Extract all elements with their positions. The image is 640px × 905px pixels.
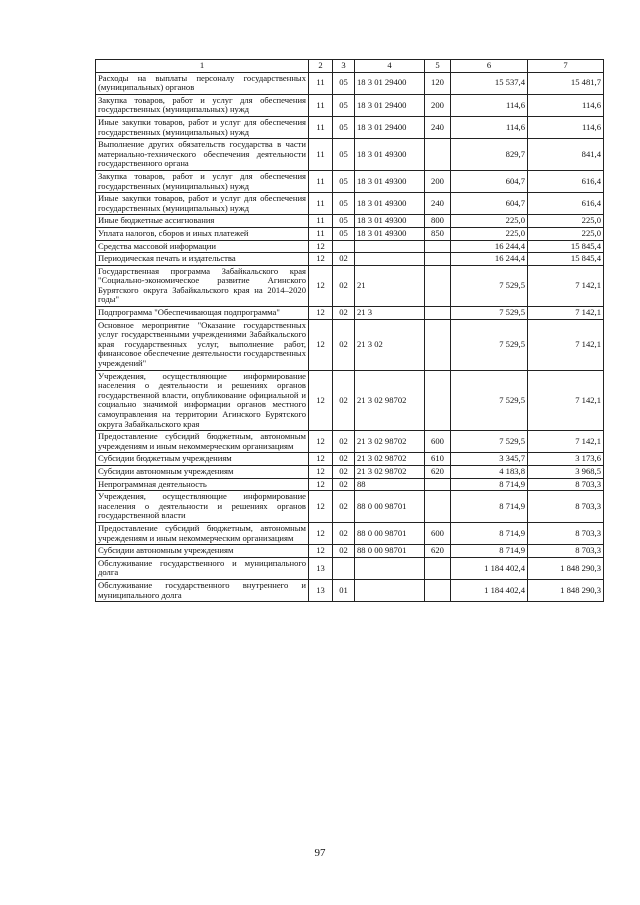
subsection-code	[333, 557, 355, 579]
subsection-code: 01	[333, 579, 355, 601]
row-description: Закупка товаров, работ и услуг для обеспечения государственных (муниципальных) нужд	[96, 94, 309, 116]
column-header: 5	[425, 60, 451, 73]
expense-type-code	[425, 139, 451, 171]
expense-type-code	[425, 253, 451, 266]
amount-col-7: 7 142,1	[528, 431, 604, 453]
amount-col-7: 225,0	[528, 215, 604, 228]
amount-col-6: 1 184 402,4	[451, 579, 528, 601]
table-row	[96, 491, 604, 523]
table-row	[96, 465, 604, 478]
table-row	[96, 478, 604, 491]
amount-col-7: 114,6	[528, 94, 604, 116]
target-article-code: 18 3 01 49300	[355, 227, 425, 240]
target-article-code	[355, 579, 425, 601]
section-code: 12	[309, 253, 333, 266]
section-code: 11	[309, 116, 333, 138]
row-description: Закупка товаров, работ и услуг для обеспечения государственных (муниципальных) нужд	[96, 170, 309, 192]
row-description: Предоставление субсидий бюджетным, автономным учреждениям и иным некоммерческим организациям	[96, 431, 309, 453]
row-description: Иные закупки товаров, работ и услуг для обеспечения государственных (муниципальных) нужд	[96, 116, 309, 138]
subsection-code: 02	[333, 491, 355, 523]
subsection-code	[333, 240, 355, 253]
table-row	[96, 193, 604, 215]
expense-type-code: 120	[425, 72, 451, 94]
amount-col-7: 7 142,1	[528, 319, 604, 370]
expense-type-code	[425, 240, 451, 253]
expense-type-code: 620	[425, 545, 451, 558]
section-code: 12	[309, 478, 333, 491]
target-article-code: 18 3 01 29400	[355, 116, 425, 138]
amount-col-6: 604,7	[451, 170, 528, 192]
amount-col-6: 7 529,5	[451, 265, 528, 306]
table-row	[96, 431, 604, 453]
expense-type-code: 620	[425, 465, 451, 478]
table-row	[96, 253, 604, 266]
amount-col-7: 8 703,3	[528, 522, 604, 544]
table-row	[96, 170, 604, 192]
subsection-code: 02	[333, 319, 355, 370]
amount-col-6: 114,6	[451, 116, 528, 138]
amount-col-7: 8 703,3	[528, 478, 604, 491]
expense-type-code: 240	[425, 193, 451, 215]
column-header: 4	[355, 60, 425, 73]
table-row	[96, 240, 604, 253]
target-article-code: 21 3	[355, 307, 425, 320]
section-code: 11	[309, 193, 333, 215]
section-code: 13	[309, 557, 333, 579]
amount-col-6: 3 345,7	[451, 453, 528, 466]
expense-type-code	[425, 478, 451, 491]
target-article-code: 88 0 00 98701	[355, 545, 425, 558]
subsection-code: 02	[333, 478, 355, 491]
subsection-code: 02	[333, 522, 355, 544]
table-row	[96, 72, 604, 94]
amount-col-7: 225,0	[528, 227, 604, 240]
amount-col-7: 7 142,1	[528, 265, 604, 306]
target-article-code: 88 0 00 98701	[355, 522, 425, 544]
section-code: 12	[309, 319, 333, 370]
column-header: 7	[528, 60, 604, 73]
column-header: 1	[96, 60, 309, 73]
subsection-code: 05	[333, 227, 355, 240]
amount-col-7: 1 848 290,3	[528, 557, 604, 579]
amount-col-7: 616,4	[528, 170, 604, 192]
table-body	[96, 72, 604, 602]
page-number: 97	[314, 847, 326, 859]
target-article-code: 18 3 01 49300	[355, 170, 425, 192]
target-article-code	[355, 557, 425, 579]
row-description: Средства массовой информации	[96, 240, 309, 253]
section-code: 12	[309, 265, 333, 306]
budget-table	[95, 59, 604, 602]
amount-col-7: 1 848 290,3	[528, 579, 604, 601]
subsection-code: 02	[333, 253, 355, 266]
subsection-code: 02	[333, 265, 355, 306]
amount-col-7: 7 142,1	[528, 307, 604, 320]
amount-col-6: 8 714,9	[451, 491, 528, 523]
amount-col-6: 225,0	[451, 215, 528, 228]
amount-col-6: 16 244,4	[451, 253, 528, 266]
amount-col-6: 7 529,5	[451, 307, 528, 320]
header-row	[96, 60, 604, 73]
expense-type-code	[425, 491, 451, 523]
section-code: 12	[309, 465, 333, 478]
table-row	[96, 557, 604, 579]
amount-col-7: 15 481,7	[528, 72, 604, 94]
table-row	[96, 215, 604, 228]
section-code: 12	[309, 240, 333, 253]
expense-type-code: 800	[425, 215, 451, 228]
amount-col-6: 8 714,9	[451, 545, 528, 558]
subsection-code: 05	[333, 215, 355, 228]
amount-col-7: 8 703,3	[528, 491, 604, 523]
target-article-code: 21 3 02 98702	[355, 453, 425, 466]
amount-col-6: 7 529,5	[451, 370, 528, 431]
amount-col-6: 7 529,5	[451, 319, 528, 370]
row-description: Иные закупки товаров, работ и услуг для обеспечения государственных (муниципальных) нужд	[96, 193, 309, 215]
amount-col-7: 8 703,3	[528, 545, 604, 558]
subsection-code: 05	[333, 72, 355, 94]
target-article-code: 21 3 02 98702	[355, 465, 425, 478]
target-article-code	[355, 253, 425, 266]
expense-type-code	[425, 307, 451, 320]
table-row	[96, 94, 604, 116]
section-code: 13	[309, 579, 333, 601]
subsection-code: 05	[333, 139, 355, 171]
amount-col-6: 15 537,4	[451, 72, 528, 94]
amount-col-6: 829,7	[451, 139, 528, 171]
amount-col-6: 8 714,9	[451, 478, 528, 491]
row-description: Обслуживание государственного внутреннего и муниципального долга	[96, 579, 309, 601]
column-header: 6	[451, 60, 528, 73]
section-code: 11	[309, 227, 333, 240]
row-description: Иные бюджетные ассигнования	[96, 215, 309, 228]
target-article-code: 21 3 02 98702	[355, 370, 425, 431]
column-header: 2	[309, 60, 333, 73]
section-code: 11	[309, 215, 333, 228]
target-article-code: 21 3 02 98702	[355, 431, 425, 453]
amount-col-7: 3 173,6	[528, 453, 604, 466]
section-code: 12	[309, 522, 333, 544]
expense-type-code	[425, 319, 451, 370]
target-article-code: 88	[355, 478, 425, 491]
amount-col-6: 8 714,9	[451, 522, 528, 544]
target-article-code: 18 3 01 49300	[355, 193, 425, 215]
expense-type-code	[425, 579, 451, 601]
amount-col-6: 1 184 402,4	[451, 557, 528, 579]
section-code: 12	[309, 307, 333, 320]
section-code: 11	[309, 72, 333, 94]
expense-type-code: 850	[425, 227, 451, 240]
amount-col-6: 7 529,5	[451, 431, 528, 453]
section-code: 12	[309, 370, 333, 431]
table-row	[96, 116, 604, 138]
row-description: Предоставление субсидий бюджетным, автономным учреждениям и иным некоммерческим организациям	[96, 522, 309, 544]
row-description: Периодическая печать и издательства	[96, 253, 309, 266]
expense-type-code: 200	[425, 170, 451, 192]
table-row	[96, 139, 604, 171]
expense-type-code: 610	[425, 453, 451, 466]
subsection-code: 02	[333, 431, 355, 453]
subsection-code: 05	[333, 116, 355, 138]
subsection-code: 02	[333, 370, 355, 431]
subsection-code: 02	[333, 453, 355, 466]
row-description: Субсидии автономным учреждениям	[96, 545, 309, 558]
row-description: Расходы на выплаты персоналу государственных (муниципальных) органов	[96, 72, 309, 94]
row-description: Подпрограмма "Обеспечивающая подпрограмма"	[96, 307, 309, 320]
amount-col-7: 15 845,4	[528, 240, 604, 253]
expense-type-code: 600	[425, 431, 451, 453]
row-description: Государственная программа Забайкальского края "Социально-экономическое развитие Агинского Бурятского округа Забайкальского края на 2014–2020 годы"	[96, 265, 309, 306]
table-row	[96, 265, 604, 306]
row-description: Уплата налогов, сборов и иных платежей	[96, 227, 309, 240]
table-row	[96, 227, 604, 240]
subsection-code: 02	[333, 545, 355, 558]
subsection-code: 02	[333, 465, 355, 478]
row-description: Субсидии автономным учреждениям	[96, 465, 309, 478]
section-code: 12	[309, 545, 333, 558]
target-article-code: 21	[355, 265, 425, 306]
amount-col-7: 114,6	[528, 116, 604, 138]
section-code: 11	[309, 170, 333, 192]
section-code: 12	[309, 431, 333, 453]
expense-type-code: 200	[425, 94, 451, 116]
target-article-code: 21 3 02	[355, 319, 425, 370]
table-row	[96, 545, 604, 558]
table-row	[96, 307, 604, 320]
amount-col-6: 225,0	[451, 227, 528, 240]
amount-col-7: 841,4	[528, 139, 604, 171]
target-article-code: 88 0 00 98701	[355, 491, 425, 523]
expense-type-code	[425, 557, 451, 579]
section-code: 11	[309, 94, 333, 116]
section-code: 12	[309, 491, 333, 523]
amount-col-7: 7 142,1	[528, 370, 604, 431]
amount-col-7: 3 968,5	[528, 465, 604, 478]
amount-col-6: 16 244,4	[451, 240, 528, 253]
row-description: Выполнение других обязательств государства в части материально-технического обеспечения деятельности государственного органа	[96, 139, 309, 171]
subsection-code: 05	[333, 193, 355, 215]
expense-type-code	[425, 370, 451, 431]
table-row	[96, 579, 604, 601]
subsection-code: 05	[333, 94, 355, 116]
table-row	[96, 319, 604, 370]
row-description: Основное мероприятие "Оказание государственных услуг государственными учреждениями Забайкальского края государственных услуг, выполнение работ, финансовое обеспечение деятельности государственных учреждений"	[96, 319, 309, 370]
amount-col-6: 114,6	[451, 94, 528, 116]
row-description: Непрограммная деятельность	[96, 478, 309, 491]
target-article-code: 18 3 01 49300	[355, 215, 425, 228]
subsection-code: 05	[333, 170, 355, 192]
row-description: Учреждения, осуществляющие информирование населения о деятельности и решениях органов государственной власти, опубликование официальной и социально значимой информации органов местного самоуправления на территории Агинского Бурятского округа Забайкальского края	[96, 370, 309, 431]
row-description: Обслуживание государственного и муниципального долга	[96, 557, 309, 579]
target-article-code	[355, 240, 425, 253]
expense-type-code	[425, 265, 451, 306]
amount-col-6: 4 183,8	[451, 465, 528, 478]
section-code: 11	[309, 139, 333, 171]
column-header: 3	[333, 60, 355, 73]
table-row	[96, 522, 604, 544]
target-article-code: 18 3 01 29400	[355, 72, 425, 94]
subsection-code: 02	[333, 307, 355, 320]
expense-type-code: 240	[425, 116, 451, 138]
target-article-code: 18 3 01 49300	[355, 139, 425, 171]
amount-col-6: 604,7	[451, 193, 528, 215]
amount-col-7: 15 845,4	[528, 253, 604, 266]
target-article-code: 18 3 01 29400	[355, 94, 425, 116]
section-code: 12	[309, 453, 333, 466]
expense-type-code: 600	[425, 522, 451, 544]
row-description: Учреждения, осуществляющие информирование населения о деятельности и решениях органов государственной власти	[96, 491, 309, 523]
table-row	[96, 370, 604, 431]
row-description: Субсидии бюджетным учреждениям	[96, 453, 309, 466]
amount-col-7: 616,4	[528, 193, 604, 215]
table-row	[96, 453, 604, 466]
